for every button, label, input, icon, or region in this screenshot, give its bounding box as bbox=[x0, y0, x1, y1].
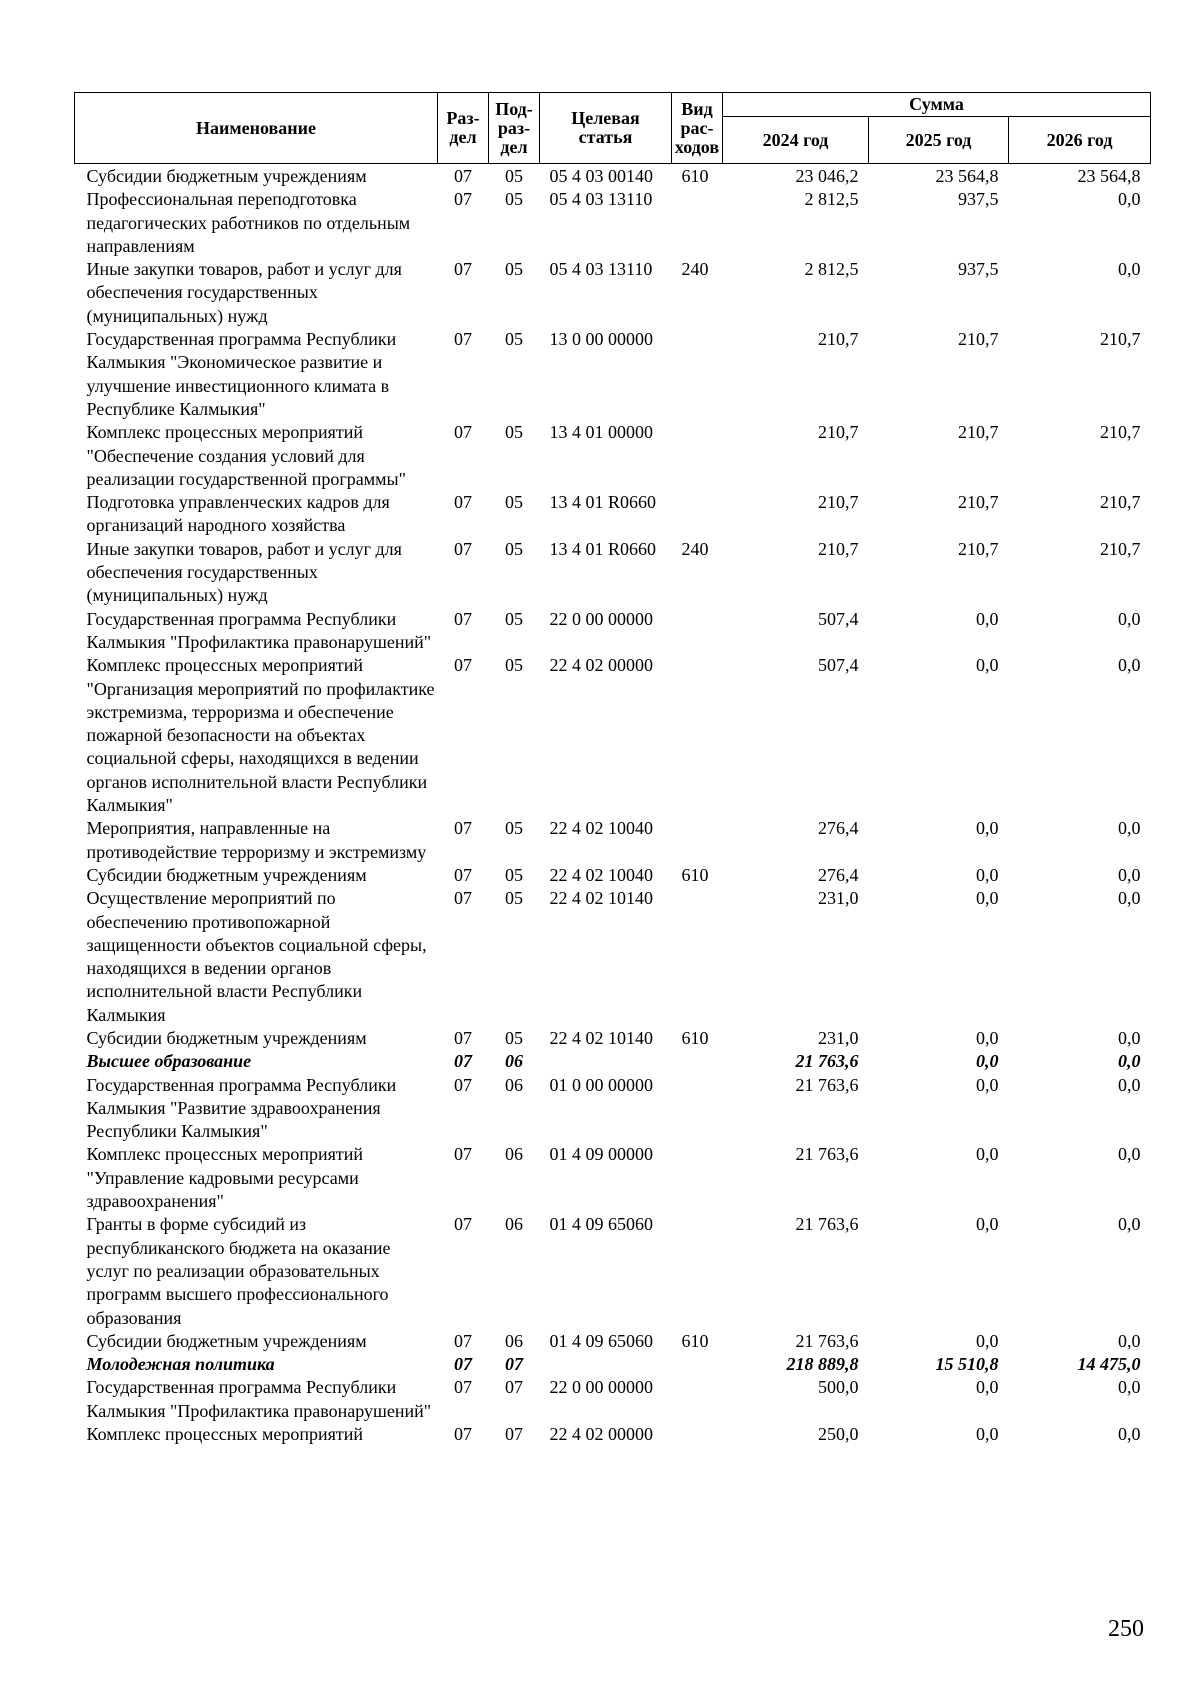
row-name: Комплекс процессных мероприятий "Обеспечение создания условий для реализации государственной программы" bbox=[86, 422, 406, 489]
budget-table-page bbox=[74, 92, 1150, 1446]
row-sum-2026: 0,0 bbox=[1118, 1144, 1141, 1165]
row-sum-2025: 0,0 bbox=[976, 1144, 999, 1165]
table-row bbox=[75, 1143, 1151, 1213]
row-vid-rashodov bbox=[672, 421, 723, 491]
row-name: Иные закупки товаров, работ и услуг для обеспечения государственных (муниципальных) нужд bbox=[86, 538, 402, 606]
row-vid-rashodov bbox=[672, 1423, 723, 1446]
row-podrazdel: 05 bbox=[505, 538, 523, 559]
row-vid-rashodov bbox=[672, 608, 723, 655]
row-name: Комплекс процессных мероприятий bbox=[86, 1424, 364, 1445]
row-sum-2024: 21 763,6 bbox=[795, 1214, 859, 1235]
row-sum-2024: 210,7 bbox=[818, 422, 859, 443]
row-vid-rashodov bbox=[672, 1376, 723, 1423]
table-row bbox=[75, 864, 1151, 887]
row-vid-rashodov bbox=[672, 1074, 723, 1144]
row-sum-2025: 937,5 bbox=[958, 189, 999, 210]
row-sum-2026: 23 564,8 bbox=[1077, 166, 1141, 186]
table-row bbox=[75, 491, 1151, 538]
header-name: Наименование bbox=[75, 93, 438, 164]
row-name: Государственная программа Республики Калмыкия "Профилактика правонарушений" bbox=[86, 608, 432, 652]
row-podrazdel: 05 bbox=[505, 422, 523, 443]
row-podrazdel: 06 bbox=[505, 1144, 523, 1165]
row-sum-2024: 231,0 bbox=[818, 888, 859, 909]
row-sum-2024: 21 763,6 bbox=[795, 1051, 859, 1072]
row-celevaya-statya: 13 0 00 00000 bbox=[549, 329, 653, 350]
row-sum-2025: 0,0 bbox=[976, 1051, 999, 1072]
row-celevaya-statya: 13 4 01 00000 bbox=[549, 422, 653, 443]
table-header bbox=[75, 93, 1151, 164]
row-razdel: 07 bbox=[454, 259, 472, 280]
row-sum-2026: 0,0 bbox=[1118, 888, 1141, 909]
page-number: 250 bbox=[1108, 1616, 1144, 1642]
table-row bbox=[75, 1213, 1151, 1329]
row-vid-rashodov: 610 bbox=[681, 864, 709, 885]
row-vid-rashodov bbox=[672, 817, 723, 864]
row-vid-rashodov bbox=[672, 654, 723, 817]
row-razdel: 07 bbox=[454, 1354, 472, 1375]
row-sum-2024: 2 812,5 bbox=[804, 259, 859, 280]
row-razdel: 07 bbox=[454, 1144, 472, 1165]
row-celevaya-statya: 22 4 02 00000 bbox=[549, 655, 653, 676]
row-celevaya-statya: 22 4 02 10140 bbox=[549, 1027, 653, 1048]
row-vid-rashodov bbox=[672, 1213, 723, 1329]
row-vid-rashodov bbox=[672, 491, 723, 538]
row-sum-2024: 231,0 bbox=[818, 1027, 859, 1048]
row-razdel: 07 bbox=[454, 608, 472, 629]
row-sum-2025: 0,0 bbox=[976, 1214, 999, 1235]
row-name: Субсидии бюджетным учреждениям bbox=[86, 864, 367, 885]
row-name: Субсидии бюджетным учреждениям bbox=[86, 1027, 367, 1048]
row-vid-rashodov: 610 bbox=[681, 1027, 709, 1048]
row-podrazdel: 06 bbox=[505, 1051, 523, 1072]
table-row bbox=[75, 538, 1151, 608]
row-celevaya-statya: 05 4 03 13110 bbox=[549, 189, 653, 210]
row-razdel: 07 bbox=[454, 166, 472, 186]
row-sum-2026: 210,7 bbox=[1100, 492, 1141, 513]
table-row bbox=[75, 258, 1151, 328]
row-name: Осуществление мероприятий по обеспечению противопожарной защищенности объектов социальной сферы, находящихся в ведении органов исполнительной власти Республики Калмыкия bbox=[86, 888, 427, 1025]
row-podrazdel: 05 bbox=[505, 1027, 523, 1048]
row-sum-2025: 0,0 bbox=[976, 1074, 999, 1095]
row-razdel: 07 bbox=[454, 329, 472, 350]
row-sum-2025: 23 564,8 bbox=[935, 166, 999, 186]
header-year-2025: 2025 год bbox=[869, 117, 1009, 164]
row-celevaya-statya: 22 0 00 00000 bbox=[549, 608, 653, 629]
row-sum-2026: 0,0 bbox=[1118, 1074, 1141, 1095]
row-razdel: 07 bbox=[454, 655, 472, 676]
row-name: Субсидии бюджетным учреждениям bbox=[86, 1330, 367, 1351]
table-row bbox=[75, 421, 1151, 491]
row-celevaya-statya: 22 4 02 10140 bbox=[549, 888, 653, 909]
row-razdel: 07 bbox=[454, 1051, 472, 1072]
table-row bbox=[75, 164, 1151, 189]
row-name: Комплекс процессных мероприятий "Организация мероприятий по профилактике экстремизма, терроризма и обеспечение пожарной безопасности на объектах социальной сферы, находящихся в ведении органов исполнительной власти Республики Калмыкия" bbox=[86, 655, 435, 816]
row-name: Молодежная политика bbox=[86, 1354, 275, 1375]
table-row bbox=[75, 817, 1151, 864]
row-name: Комплекс процессных мероприятий "Управление кадровыми ресурсами здравоохранения" bbox=[86, 1144, 364, 1212]
header-podrazdel: Под- раз- дел bbox=[489, 93, 540, 164]
row-sum-2025: 210,7 bbox=[958, 492, 999, 513]
row-sum-2024: 21 763,6 bbox=[795, 1330, 859, 1351]
row-razdel: 07 bbox=[454, 818, 472, 839]
row-vid-rashodov bbox=[672, 1353, 723, 1376]
row-podrazdel: 07 bbox=[505, 1377, 523, 1398]
table-row bbox=[75, 1423, 1151, 1446]
row-sum-2026: 0,0 bbox=[1118, 1424, 1141, 1445]
row-sum-2024: 210,7 bbox=[818, 538, 859, 559]
row-razdel: 07 bbox=[454, 888, 472, 909]
row-sum-2024: 507,4 bbox=[818, 655, 859, 676]
row-sum-2026: 210,7 bbox=[1100, 422, 1141, 443]
table-row bbox=[75, 1376, 1151, 1423]
row-podrazdel: 05 bbox=[505, 864, 523, 885]
row-sum-2025: 0,0 bbox=[976, 888, 999, 909]
row-podrazdel: 05 bbox=[505, 166, 523, 186]
row-name: Иные закупки товаров, работ и услуг для обеспечения государственных (муниципальных) нужд bbox=[86, 259, 402, 326]
row-sum-2024: 276,4 bbox=[818, 864, 859, 885]
row-razdel: 07 bbox=[454, 538, 472, 559]
row-vid-rashodov: 240 bbox=[681, 538, 709, 559]
row-vid-rashodov: 610 bbox=[681, 1330, 709, 1351]
row-razdel: 07 bbox=[454, 1214, 472, 1235]
row-sum-2026: 0,0 bbox=[1118, 818, 1141, 839]
section-row bbox=[75, 1050, 1151, 1073]
row-celevaya-statya: 01 4 09 00000 bbox=[549, 1144, 653, 1165]
row-sum-2026: 0,0 bbox=[1118, 608, 1141, 629]
table-row bbox=[75, 1330, 1151, 1353]
row-celevaya-statya: 01 4 09 65060 bbox=[549, 1330, 653, 1351]
table-row bbox=[75, 188, 1151, 258]
row-vid-rashodov: 240 bbox=[681, 259, 709, 280]
row-vid-rashodov bbox=[672, 1050, 723, 1073]
row-sum-2026: 210,7 bbox=[1100, 538, 1141, 559]
row-podrazdel: 06 bbox=[505, 1074, 523, 1095]
row-sum-2026: 0,0 bbox=[1118, 259, 1141, 280]
row-podrazdel: 05 bbox=[505, 608, 523, 629]
row-razdel: 07 bbox=[454, 864, 472, 885]
row-sum-2024: 218 889,8 bbox=[786, 1354, 859, 1375]
row-sum-2026: 0,0 bbox=[1118, 189, 1141, 210]
header-year-2024: 2024 год bbox=[723, 117, 869, 164]
table-row bbox=[75, 328, 1151, 421]
row-podrazdel: 05 bbox=[505, 655, 523, 676]
row-celevaya-statya: 22 4 02 10040 bbox=[549, 864, 653, 885]
table-body bbox=[75, 164, 1151, 1447]
row-podrazdel: 05 bbox=[505, 329, 523, 350]
row-name: Мероприятия, направленные на противодействие терроризму и экстремизму bbox=[86, 818, 427, 862]
row-vid-rashodov bbox=[672, 328, 723, 421]
row-celevaya-statya: 22 4 02 00000 bbox=[549, 1424, 653, 1445]
row-sum-2026: 0,0 bbox=[1118, 1027, 1141, 1048]
row-sum-2024: 507,4 bbox=[818, 608, 859, 629]
row-podrazdel: 05 bbox=[505, 888, 523, 909]
row-sum-2024: 210,7 bbox=[818, 329, 859, 350]
row-razdel: 07 bbox=[454, 422, 472, 443]
row-name: Гранты в форме субсидий из республиканского бюджета на оказание услуг по реализации образовательных программ высшего профессионального образования bbox=[86, 1214, 391, 1328]
table-row bbox=[75, 1074, 1151, 1144]
row-vid-rashodov bbox=[672, 887, 723, 1027]
row-podrazdel: 05 bbox=[505, 189, 523, 210]
row-podrazdel: 06 bbox=[505, 1214, 523, 1235]
table-row bbox=[75, 887, 1151, 1027]
row-vid-rashodov: 610 bbox=[681, 166, 709, 186]
row-sum-2026: 0,0 bbox=[1118, 1214, 1141, 1235]
row-sum-2025: 0,0 bbox=[976, 1377, 999, 1398]
row-sum-2025: 0,0 bbox=[976, 655, 999, 676]
row-sum-2024: 23 046,2 bbox=[795, 166, 859, 186]
row-sum-2025: 0,0 bbox=[976, 608, 999, 629]
row-sum-2025: 210,7 bbox=[958, 329, 999, 350]
row-sum-2025: 0,0 bbox=[976, 1424, 999, 1445]
row-razdel: 07 bbox=[454, 1027, 472, 1048]
header-summa: Сумма bbox=[723, 93, 1151, 117]
row-name: Государственная программа Республики Калмыкия "Экономическое развитие и улучшение инвестиционного климата в Республике Калмыкия" bbox=[86, 329, 397, 419]
row-sum-2024: 250,0 bbox=[818, 1424, 859, 1445]
row-vid-rashodov bbox=[672, 188, 723, 258]
row-sum-2026: 0,0 bbox=[1118, 655, 1141, 676]
row-razdel: 07 bbox=[454, 1424, 472, 1445]
row-sum-2025: 210,7 bbox=[958, 538, 999, 559]
table-row bbox=[75, 1027, 1151, 1050]
row-razdel: 07 bbox=[454, 1074, 472, 1095]
row-celevaya-statya: 05 4 03 00140 bbox=[549, 166, 653, 186]
row-name: Субсидии бюджетным учреждениям bbox=[86, 166, 367, 186]
row-sum-2025: 0,0 bbox=[976, 1027, 999, 1048]
row-podrazdel: 05 bbox=[505, 259, 523, 280]
row-sum-2025: 210,7 bbox=[958, 422, 999, 443]
row-celevaya-statya: 22 0 00 00000 bbox=[549, 1377, 653, 1398]
row-razdel: 07 bbox=[454, 492, 472, 513]
row-razdel: 07 bbox=[454, 1330, 472, 1351]
row-sum-2025: 0,0 bbox=[976, 864, 999, 885]
budget-table bbox=[74, 92, 1151, 1446]
row-celevaya-statya bbox=[540, 1353, 672, 1376]
row-sum-2026: 0,0 bbox=[1118, 1330, 1141, 1351]
row-podrazdel: 07 bbox=[505, 1354, 523, 1375]
row-celevaya-statya: 13 4 01 R0660 bbox=[549, 492, 657, 513]
row-sum-2024: 21 763,6 bbox=[795, 1074, 859, 1095]
row-name: Подготовка управленческих кадров для организаций народного хозяйства bbox=[86, 492, 390, 536]
row-celevaya-statya: 01 4 09 65060 bbox=[549, 1214, 653, 1235]
row-sum-2026: 210,7 bbox=[1100, 329, 1141, 350]
row-sum-2024: 500,0 bbox=[818, 1377, 859, 1398]
row-celevaya-statya bbox=[540, 1050, 672, 1073]
header-year-2026: 2026 год bbox=[1009, 117, 1151, 164]
header-celevaya-statya: Целевая статья bbox=[540, 93, 672, 164]
row-podrazdel: 05 bbox=[505, 818, 523, 839]
row-name: Государственная программа Республики Калмыкия "Развитие здравоохранения Республики Калмыкия" bbox=[86, 1074, 397, 1142]
row-razdel: 07 bbox=[454, 1377, 472, 1398]
row-celevaya-statya: 05 4 03 13110 bbox=[549, 259, 653, 280]
row-celevaya-statya: 22 4 02 10040 bbox=[549, 818, 653, 839]
row-sum-2024: 21 763,6 bbox=[795, 1144, 859, 1165]
row-sum-2025: 0,0 bbox=[976, 818, 999, 839]
row-razdel: 07 bbox=[454, 189, 472, 210]
row-name: Высшее образование bbox=[86, 1051, 252, 1072]
section-row bbox=[75, 1353, 1151, 1376]
row-podrazdel: 06 bbox=[505, 1330, 523, 1351]
row-sum-2025: 15 510,8 bbox=[935, 1354, 999, 1375]
header-vid-rashodov: Вид рас- ходов bbox=[672, 93, 723, 164]
row-sum-2025: 937,5 bbox=[958, 259, 999, 280]
row-name: Профессиональная переподготовка педагогических работников по отдельным направлениям bbox=[86, 189, 411, 256]
row-celevaya-statya: 01 0 00 00000 bbox=[549, 1074, 653, 1095]
table-row bbox=[75, 654, 1151, 817]
row-sum-2026: 0,0 bbox=[1118, 1051, 1141, 1072]
row-podrazdel: 07 bbox=[505, 1424, 523, 1445]
row-vid-rashodov bbox=[672, 1143, 723, 1213]
row-sum-2024: 276,4 bbox=[818, 818, 859, 839]
row-name: Государственная программа Республики Калмыкия "Профилактика правонарушений" bbox=[86, 1377, 432, 1421]
row-sum-2026: 0,0 bbox=[1118, 864, 1141, 885]
row-podrazdel: 05 bbox=[505, 492, 523, 513]
row-sum-2025: 0,0 bbox=[976, 1330, 999, 1351]
row-celevaya-statya: 13 4 01 R0660 bbox=[549, 538, 657, 559]
table-row bbox=[75, 608, 1151, 655]
row-sum-2026: 14 475,0 bbox=[1077, 1354, 1141, 1375]
row-sum-2024: 210,7 bbox=[818, 492, 859, 513]
row-sum-2026: 0,0 bbox=[1118, 1377, 1141, 1398]
row-sum-2024: 2 812,5 bbox=[804, 189, 859, 210]
header-razdel: Раз- дел bbox=[438, 93, 489, 164]
